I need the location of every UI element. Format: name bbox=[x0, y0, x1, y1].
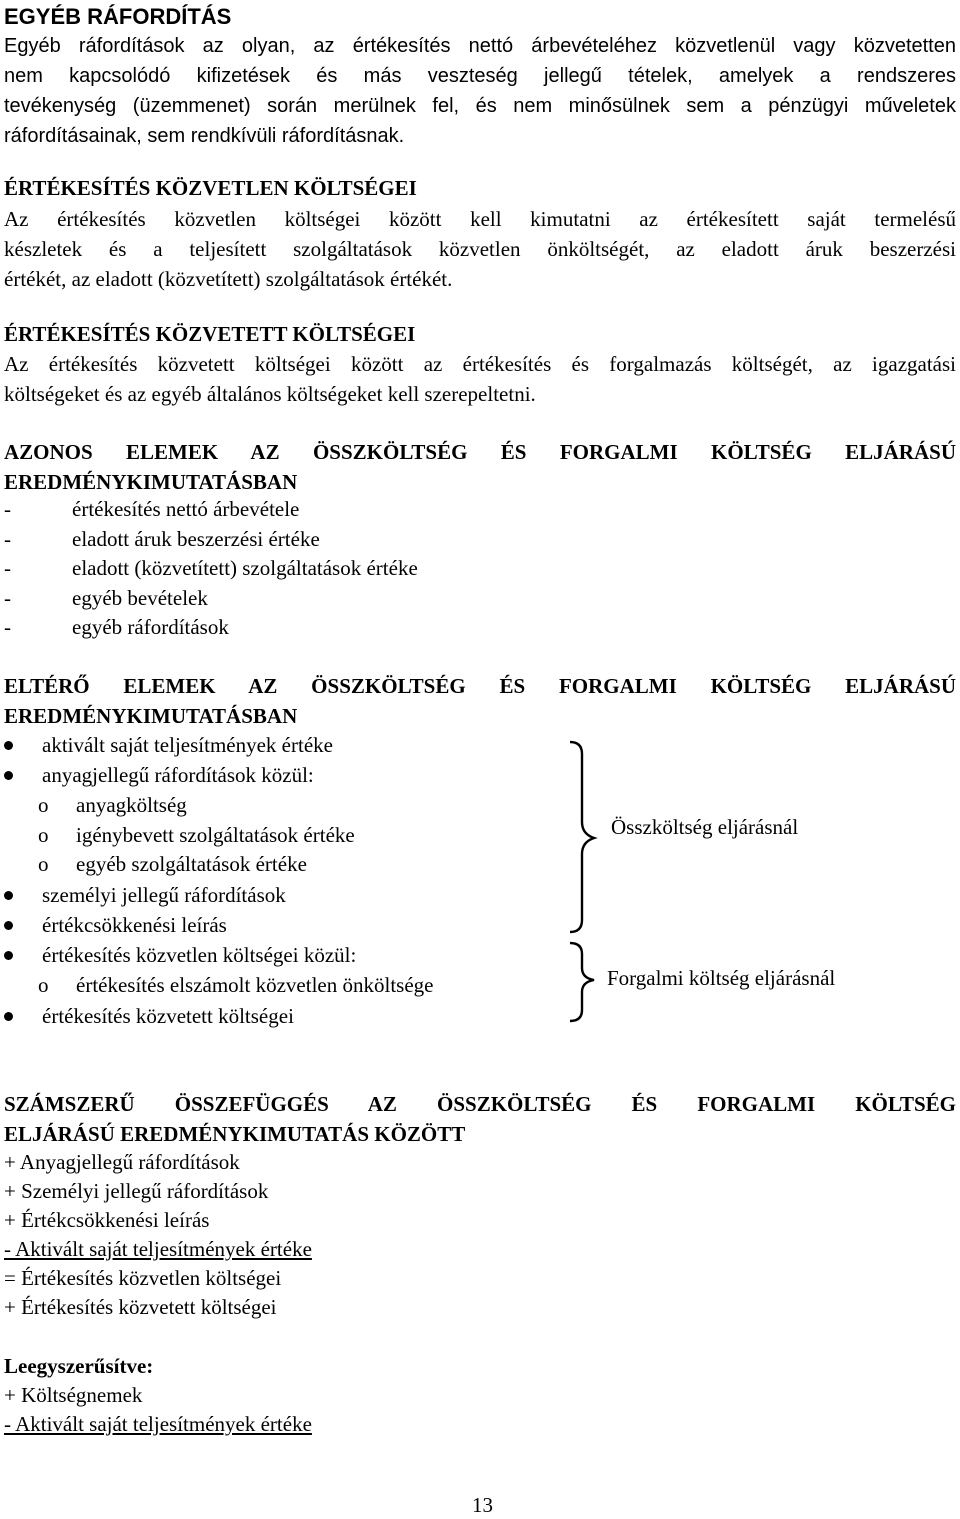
page-number: 13 bbox=[472, 1493, 493, 1517]
heading-kozvetlen-koltsegek: ÉRTÉKESÍTÉS KÖZVETLEN KÖLTSÉGEI bbox=[4, 176, 417, 200]
bullet-icon bbox=[4, 891, 13, 900]
heading-line: AZONOS ELEMEK AZ ÖSSZKÖLTSÉG ÉS FORGALMI KÖLTSÉG ELJÁRÁSÚ bbox=[4, 440, 956, 464]
list-item-text: egyéb bevételek bbox=[72, 585, 208, 610]
heading-szamszeru-osszefugges bbox=[4, 1089, 956, 1149]
bullet-item-text: személyi jellegű ráfordítások bbox=[42, 883, 286, 907]
heading-line: ELTÉRŐ ELEMEK AZ ÖSSZKÖLTSÉG ÉS FORGALMI KÖLTSÉG ELJÁRÁSÚ bbox=[4, 674, 956, 698]
sub-item-text: igénybevett szolgáltatások értéke bbox=[76, 823, 355, 847]
heading-line: ELJÁRÁSÚ EREDMÉNYKIMUTATÁS KÖZÖTT bbox=[4, 1122, 466, 1146]
paragraph-line: értékét, az eladott (közvetített) szolgáltatások értékét. bbox=[4, 267, 453, 291]
heading-kozvetett-koltsegek: ÉRTÉKESÍTÉS KÖZVETETT KÖLTSÉGEI bbox=[4, 322, 416, 346]
heading-line: SZÁMSZERŰ ÖSSZEFÜGGÉS AZ ÖSSZKÖLTSÉG ÉS FORGALMI KÖLTSÉG bbox=[4, 1092, 956, 1116]
sub-item-text: értékesítés elszámolt közvetlen önköltsége bbox=[76, 973, 434, 997]
bullet-item bbox=[4, 730, 333, 760]
bullet-item-text: értékesítés közvetett költségei bbox=[42, 1004, 294, 1028]
sub-item-marker: o bbox=[38, 852, 49, 876]
calc-line: + Értékesítés közvetett költségei bbox=[4, 1295, 277, 1319]
bullet-icon bbox=[4, 741, 13, 750]
calc-line-underlined: - Aktivált saját teljesítmények értéke bbox=[4, 1412, 312, 1436]
paragraph-line: ráfordításainak, sem rendkívüli ráfordításnak. bbox=[4, 125, 405, 147]
calc-line: + Költségnemek bbox=[4, 1383, 143, 1407]
sub-item-marker: o bbox=[38, 823, 49, 847]
bullet-item-text: értékesítés közvetlen költségei közül: bbox=[42, 943, 357, 967]
bullet-item bbox=[4, 880, 286, 910]
bullet-item bbox=[4, 760, 314, 790]
dash-marker: - bbox=[4, 615, 11, 639]
sub-item bbox=[38, 849, 307, 879]
heading-line: EREDMÉNYKIMUTATÁSBAN bbox=[4, 470, 298, 494]
paragraph-line: Az értékesítés közvetett költségei között az értékesítés és forgalmazás költségét, az igazgatási bbox=[4, 352, 956, 376]
paragraph-kozvetlen-koltsegek bbox=[4, 204, 956, 294]
bullet-icon bbox=[4, 771, 13, 780]
calc-line: + Értékcsökkenési leírás bbox=[4, 1208, 210, 1232]
list-item-text: értékesítés nettó árbevétele bbox=[72, 497, 300, 521]
calc-line: + Anyagjellegű ráfordítások bbox=[4, 1150, 240, 1174]
sub-item-text: egyéb szolgáltatások értéke bbox=[76, 852, 307, 876]
list-item bbox=[4, 495, 418, 525]
list-item bbox=[4, 584, 418, 614]
bullet-item bbox=[4, 1001, 294, 1031]
sub-item-marker: o bbox=[38, 793, 49, 817]
paragraph-egyeb-raforditas bbox=[4, 31, 956, 151]
bullet-item bbox=[4, 910, 227, 940]
paragraph-line: nem kapcsolódó kifizetések és más veszteség jellegű tételek, amelyek a rendszeres bbox=[4, 65, 956, 87]
bullet-item bbox=[4, 940, 356, 970]
simplified-title: Leegyszerűsítve: bbox=[4, 1354, 154, 1378]
list-item-text: egyéb ráfordítások bbox=[72, 615, 229, 639]
list-item-text: eladott áruk beszerzési értéke bbox=[72, 526, 320, 551]
heading-egyeb-raforditas: EGYÉB RÁFORDÍTÁS bbox=[4, 4, 232, 29]
bullet-icon bbox=[4, 921, 13, 930]
calc-line: + Személyi jellegű ráfordítások bbox=[4, 1179, 269, 1203]
calc-line-underlined: - Aktivált saját teljesítmények értéke bbox=[4, 1237, 312, 1261]
sub-item bbox=[38, 970, 433, 1000]
dash-marker: - bbox=[4, 556, 11, 580]
bullet-icon bbox=[4, 1012, 13, 1021]
brace-label-osszkoltseg: Összköltség eljárásnál bbox=[611, 815, 799, 839]
bullet-item-text: anyagjellegű ráfordítások közül: bbox=[42, 763, 314, 787]
heading-line: EREDMÉNYKIMUTATÁSBAN bbox=[4, 704, 298, 728]
brace-upper-icon bbox=[570, 742, 594, 932]
list-item bbox=[4, 613, 418, 643]
dash-marker: - bbox=[4, 585, 11, 610]
sub-item-marker: o bbox=[38, 973, 49, 997]
bullet-item-text: értékcsökkenési leírás bbox=[42, 913, 227, 937]
bullet-item-text: aktivált saját teljesítmények értéke bbox=[42, 733, 333, 757]
paragraph-line: Egyéb ráfordítások az olyan, az értékesítés nettó árbevételéhez közvetlenül vagy közvetetten bbox=[4, 35, 956, 57]
calc-line: = Értékesítés közvetlen költségei bbox=[4, 1266, 282, 1290]
azonos-elemek-list bbox=[4, 495, 418, 643]
bullet-icon bbox=[4, 951, 13, 960]
paragraph-line: készletek és a teljesített szolgáltatások közvetlen önköltségét, az eladott áruk beszerzési bbox=[4, 237, 956, 261]
simplified-block bbox=[4, 1352, 312, 1439]
brace-label-forgalmi: Forgalmi költség eljárásnál bbox=[607, 966, 836, 990]
paragraph-line: költségeket és az egyéb általános költségeket kell szerepeltetni. bbox=[4, 382, 536, 406]
heading-eltero-elemek bbox=[4, 671, 956, 731]
paragraph-kozvetett-koltsegek bbox=[4, 349, 956, 409]
dash-marker: - bbox=[4, 526, 11, 551]
calculation-list bbox=[4, 1148, 312, 1322]
list-item bbox=[4, 525, 418, 555]
heading-azonos-elemek bbox=[4, 437, 956, 497]
sub-item bbox=[38, 820, 355, 850]
list-item-text: eladott (közvetített) szolgáltatások értéke bbox=[72, 556, 418, 580]
paragraph-line: tevékenység (üzemmenet) során merülnek fel, és nem minősülnek sem a pénzügyi műveletek bbox=[4, 95, 956, 117]
list-item bbox=[4, 554, 418, 584]
brace-lower-icon bbox=[570, 943, 594, 1021]
paragraph-line: Az értékesítés közvetlen költségei között kell kimutatni az értékesített saját termelésű bbox=[4, 207, 956, 231]
dash-marker: - bbox=[4, 497, 11, 521]
sub-item-text: anyagköltség bbox=[76, 793, 187, 817]
sub-item bbox=[38, 790, 187, 820]
